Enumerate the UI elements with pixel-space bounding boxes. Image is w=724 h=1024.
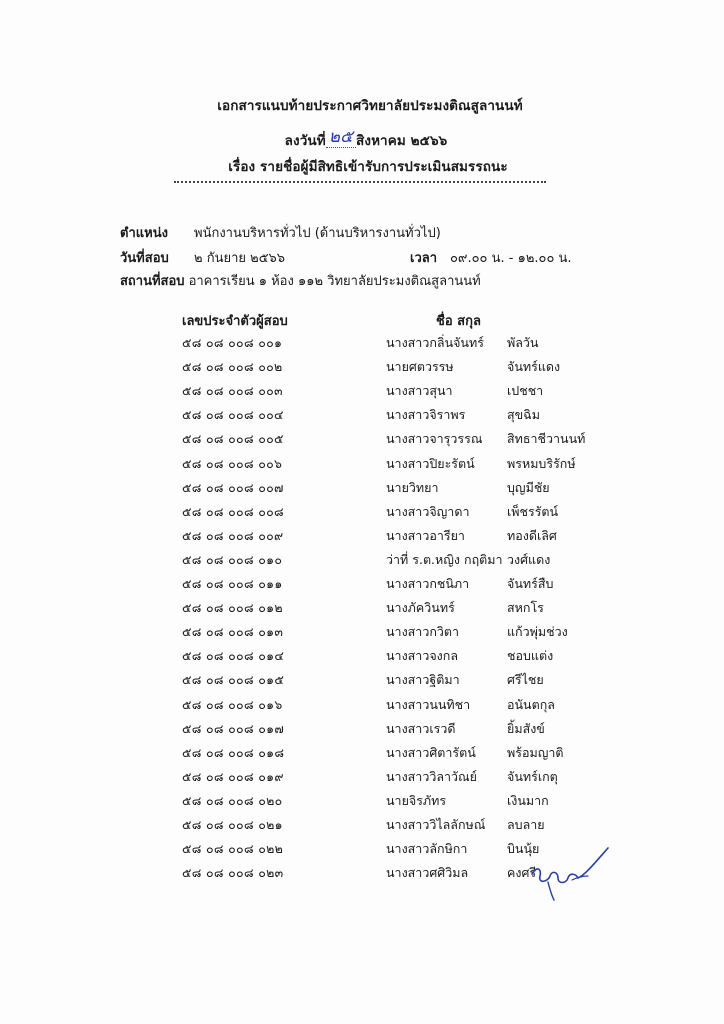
candidate-row: [0, 454, 724, 476]
exam-date-row: [120, 247, 572, 268]
candidate-row: [0, 429, 724, 451]
candidate-last-name: จันทร์แดง: [507, 359, 561, 375]
exam-place-row: [120, 270, 481, 291]
candidate-last-name: ยิ้มสังข์: [507, 720, 545, 736]
exam-id: ๕๘ ๐๘ ๐๐๘ ๐๐๙: [182, 527, 284, 543]
header-title: เอกสารแนบท้ายประกาศวิทยาลัยประมงติณสูลานนท์: [217, 98, 523, 114]
candidate-last-name: แก้วพุ่มช่วง: [507, 624, 568, 640]
column-header-exam-id: เลขประจำตัวผู้สอบ: [182, 314, 288, 329]
candidate-row: [0, 574, 724, 596]
candidate-last-name: วงศ์แดง: [507, 551, 551, 567]
exam-id: ๕๘ ๐๘ ๐๐๘ ๐๑๑: [182, 576, 283, 591]
candidate-first-name: นางสาววิลาวัณย์: [386, 768, 477, 784]
candidate-row: [0, 478, 724, 500]
signature: [528, 838, 614, 902]
header-subject: เรื่อง รายชื่อผู้มีสิทธิเข้ารับการประเมินสมรรถนะ: [228, 159, 508, 175]
candidate-row: [0, 815, 724, 837]
candidate-row: [0, 839, 724, 861]
candidate-first-name: นางสาวกลิ่นจันทร์: [386, 335, 484, 350]
candidate-row: [0, 333, 724, 355]
exam-id: ๕๘ ๐๘ ๐๐๘ ๐๑๐: [182, 551, 283, 567]
candidate-last-name: เพ็ชรรัตน์: [507, 503, 559, 519]
candidate-first-name: นางสาวนนทิชา: [386, 696, 471, 712]
candidate-last-name: บุญมีชัย: [507, 479, 550, 495]
candidate-last-name: จันทร์เกตุ: [507, 768, 558, 784]
candidate-first-name: นางสาวลักษิกา: [386, 841, 468, 857]
exam-id: ๕๘ ๐๘ ๐๐๘ ๐๐๖: [182, 455, 283, 471]
candidate-first-name: นางสาวจงกล: [386, 648, 458, 664]
exam-id: ๕๘ ๐๘ ๐๐๘ ๐๒๐: [182, 792, 283, 808]
exam-id: ๕๘ ๐๘ ๐๐๘ ๐๑๒: [182, 600, 283, 616]
candidate-row: [0, 791, 724, 813]
candidate-first-name: นางสาวปิยะรัตน์: [386, 455, 475, 471]
exam-place-label: สถานที่สอบ: [120, 274, 185, 289]
candidate-row: [0, 767, 724, 789]
candidate-row: [0, 863, 724, 885]
header-date-line: [4, 126, 724, 153]
candidate-first-name: นายวิทยา: [386, 479, 439, 495]
candidate-first-name: นางภัควินทร์: [386, 600, 455, 616]
candidate-row: [0, 381, 724, 403]
candidate-first-name: นางสาวฐิติมา: [386, 672, 460, 688]
position-value: พนักงานบริหารทั่วไป (ด้านบริหารงานทั่วไป): [194, 226, 441, 241]
header-date-prefix: ลงวันที่: [284, 133, 326, 149]
candidate-row: [0, 405, 724, 427]
exam-id: ๕๘ ๐๘ ๐๐๘ ๐๑๗: [182, 720, 285, 736]
candidate-first-name: นางสาวจิญาดา: [386, 503, 470, 519]
candidate-last-name: พร้อมญาติ: [507, 744, 564, 760]
exam-id: ๕๘ ๐๘ ๐๐๘ ๐๑๘: [182, 744, 285, 760]
candidate-first-name: นางสาวเรวดี: [386, 720, 456, 736]
candidate-row: [0, 550, 724, 572]
exam-date-value: ๒ กันยาย ๒๕๖๖: [194, 251, 286, 266]
exam-id: ๕๘ ๐๘ ๐๐๘ ๐๐๗: [182, 479, 284, 495]
candidate-last-name: สิทธาชีวานนท์: [507, 431, 586, 447]
candidate-first-name: นายศตวรรษ: [386, 359, 454, 375]
exam-id: ๕๘ ๐๘ ๐๐๘ ๐๐๓: [182, 383, 283, 399]
candidate-last-name: อนันตกุล: [507, 696, 555, 712]
candidate-row: [0, 598, 724, 620]
candidate-first-name: นางสาวจารุวรรณ: [386, 431, 483, 447]
header-date-suffix: สิงหาคม ๒๕๖๖: [356, 133, 448, 149]
candidate-row: [0, 357, 724, 379]
exam-id: ๕๘ ๐๘ ๐๐๘ ๐๑๔: [182, 648, 285, 664]
column-header-name: ชื่อ สกุล: [436, 314, 481, 329]
candidate-row: [0, 526, 724, 548]
candidate-first-name: นางสาวจิราพร: [386, 407, 466, 423]
exam-time-value: ๐๙.๐๐ น. - ๑๒.๐๐ น.: [450, 251, 572, 266]
candidate-row: [0, 670, 724, 692]
exam-time-label: เวลา: [410, 251, 438, 266]
handwritten-day: ๒๕: [326, 127, 356, 148]
exam-id: ๕๘ ๐๘ ๐๐๘ ๐๐๘: [182, 503, 285, 519]
candidate-last-name: พัลวัน: [507, 335, 539, 350]
candidate-first-name: นางสาวกวิตา: [386, 624, 460, 640]
exam-id: ๕๘ ๐๘ ๐๐๘ ๐๒๓: [182, 865, 284, 881]
candidate-row: [0, 695, 724, 717]
exam-id: ๕๘ ๐๘ ๐๐๘ ๐๒๒: [182, 841, 284, 857]
exam-id: ๕๘ ๐๘ ๐๐๘ ๐๒๑: [182, 817, 283, 832]
candidate-first-name: นางสาววิไลลักษณ์: [386, 817, 486, 832]
candidate-row: [0, 502, 724, 524]
exam-id: ๕๘ ๐๘ ๐๐๘ ๐๐๑: [182, 335, 283, 350]
position-label: ตำแหน่ง: [120, 226, 168, 241]
candidate-first-name: ว่าที่ ร.ต.หญิง กฤติมา: [386, 551, 503, 567]
candidate-last-name: เปชชา: [507, 383, 544, 399]
candidate-last-name: ศรีไชย: [507, 672, 544, 688]
candidate-first-name: นางสาวกชนิภา: [386, 576, 470, 591]
candidate-last-name: ลบลาย: [507, 817, 545, 832]
candidate-row: [0, 719, 724, 741]
candidate-first-name: นางสาวอารียา: [386, 527, 465, 543]
position-row: [120, 222, 441, 243]
candidate-last-name: พรหมบริรักษ์: [507, 455, 576, 471]
exam-id: ๕๘ ๐๘ ๐๐๘ ๐๐๒: [182, 359, 283, 375]
exam-id: ๕๘ ๐๘ ๐๐๘ ๐๑๕: [182, 672, 285, 688]
candidate-last-name: ชอบแต่ง: [507, 648, 554, 664]
candidate-last-name: คงศรี: [507, 865, 537, 881]
candidate-last-name: สหกโร: [507, 600, 544, 616]
candidate-row: [0, 622, 724, 644]
candidate-row: [0, 646, 724, 668]
candidate-last-name: ทองดีเลิศ: [507, 527, 557, 543]
candidate-last-name: เงินมาก: [507, 792, 549, 808]
exam-id: ๕๘ ๐๘ ๐๐๘ ๐๑๓: [182, 624, 284, 640]
exam-id: ๕๘ ๐๘ ๐๐๘ ๐๐๔: [182, 407, 284, 423]
candidate-first-name: นางสาวสุนา: [386, 383, 453, 399]
exam-place-value: อาคารเรียน ๑ ห้อง ๑๑๒ วิทยาลัยประมงติณสูลานนท์: [188, 274, 481, 289]
dotted-divider: [174, 181, 546, 183]
candidate-last-name: บินนุ้ย: [507, 841, 540, 857]
exam-id: ๕๘ ๐๘ ๐๐๘ ๐๐๕: [182, 431, 284, 447]
candidate-last-name: สุขฉิม: [507, 407, 540, 423]
candidate-first-name: นางสาวศิตารัตน์: [386, 744, 476, 760]
exam-date-label: วันที่สอบ: [120, 251, 169, 266]
candidate-row: [0, 743, 724, 765]
candidate-last-name: จันทร์สืบ: [507, 576, 554, 591]
candidate-first-name: นางสาวศศิวิมล: [386, 865, 469, 881]
exam-id: ๕๘ ๐๘ ๐๐๘ ๐๑๙: [182, 768, 284, 784]
candidate-first-name: นายจิรภัทร: [386, 792, 447, 808]
exam-id: ๕๘ ๐๘ ๐๐๘ ๐๑๖: [182, 696, 283, 712]
